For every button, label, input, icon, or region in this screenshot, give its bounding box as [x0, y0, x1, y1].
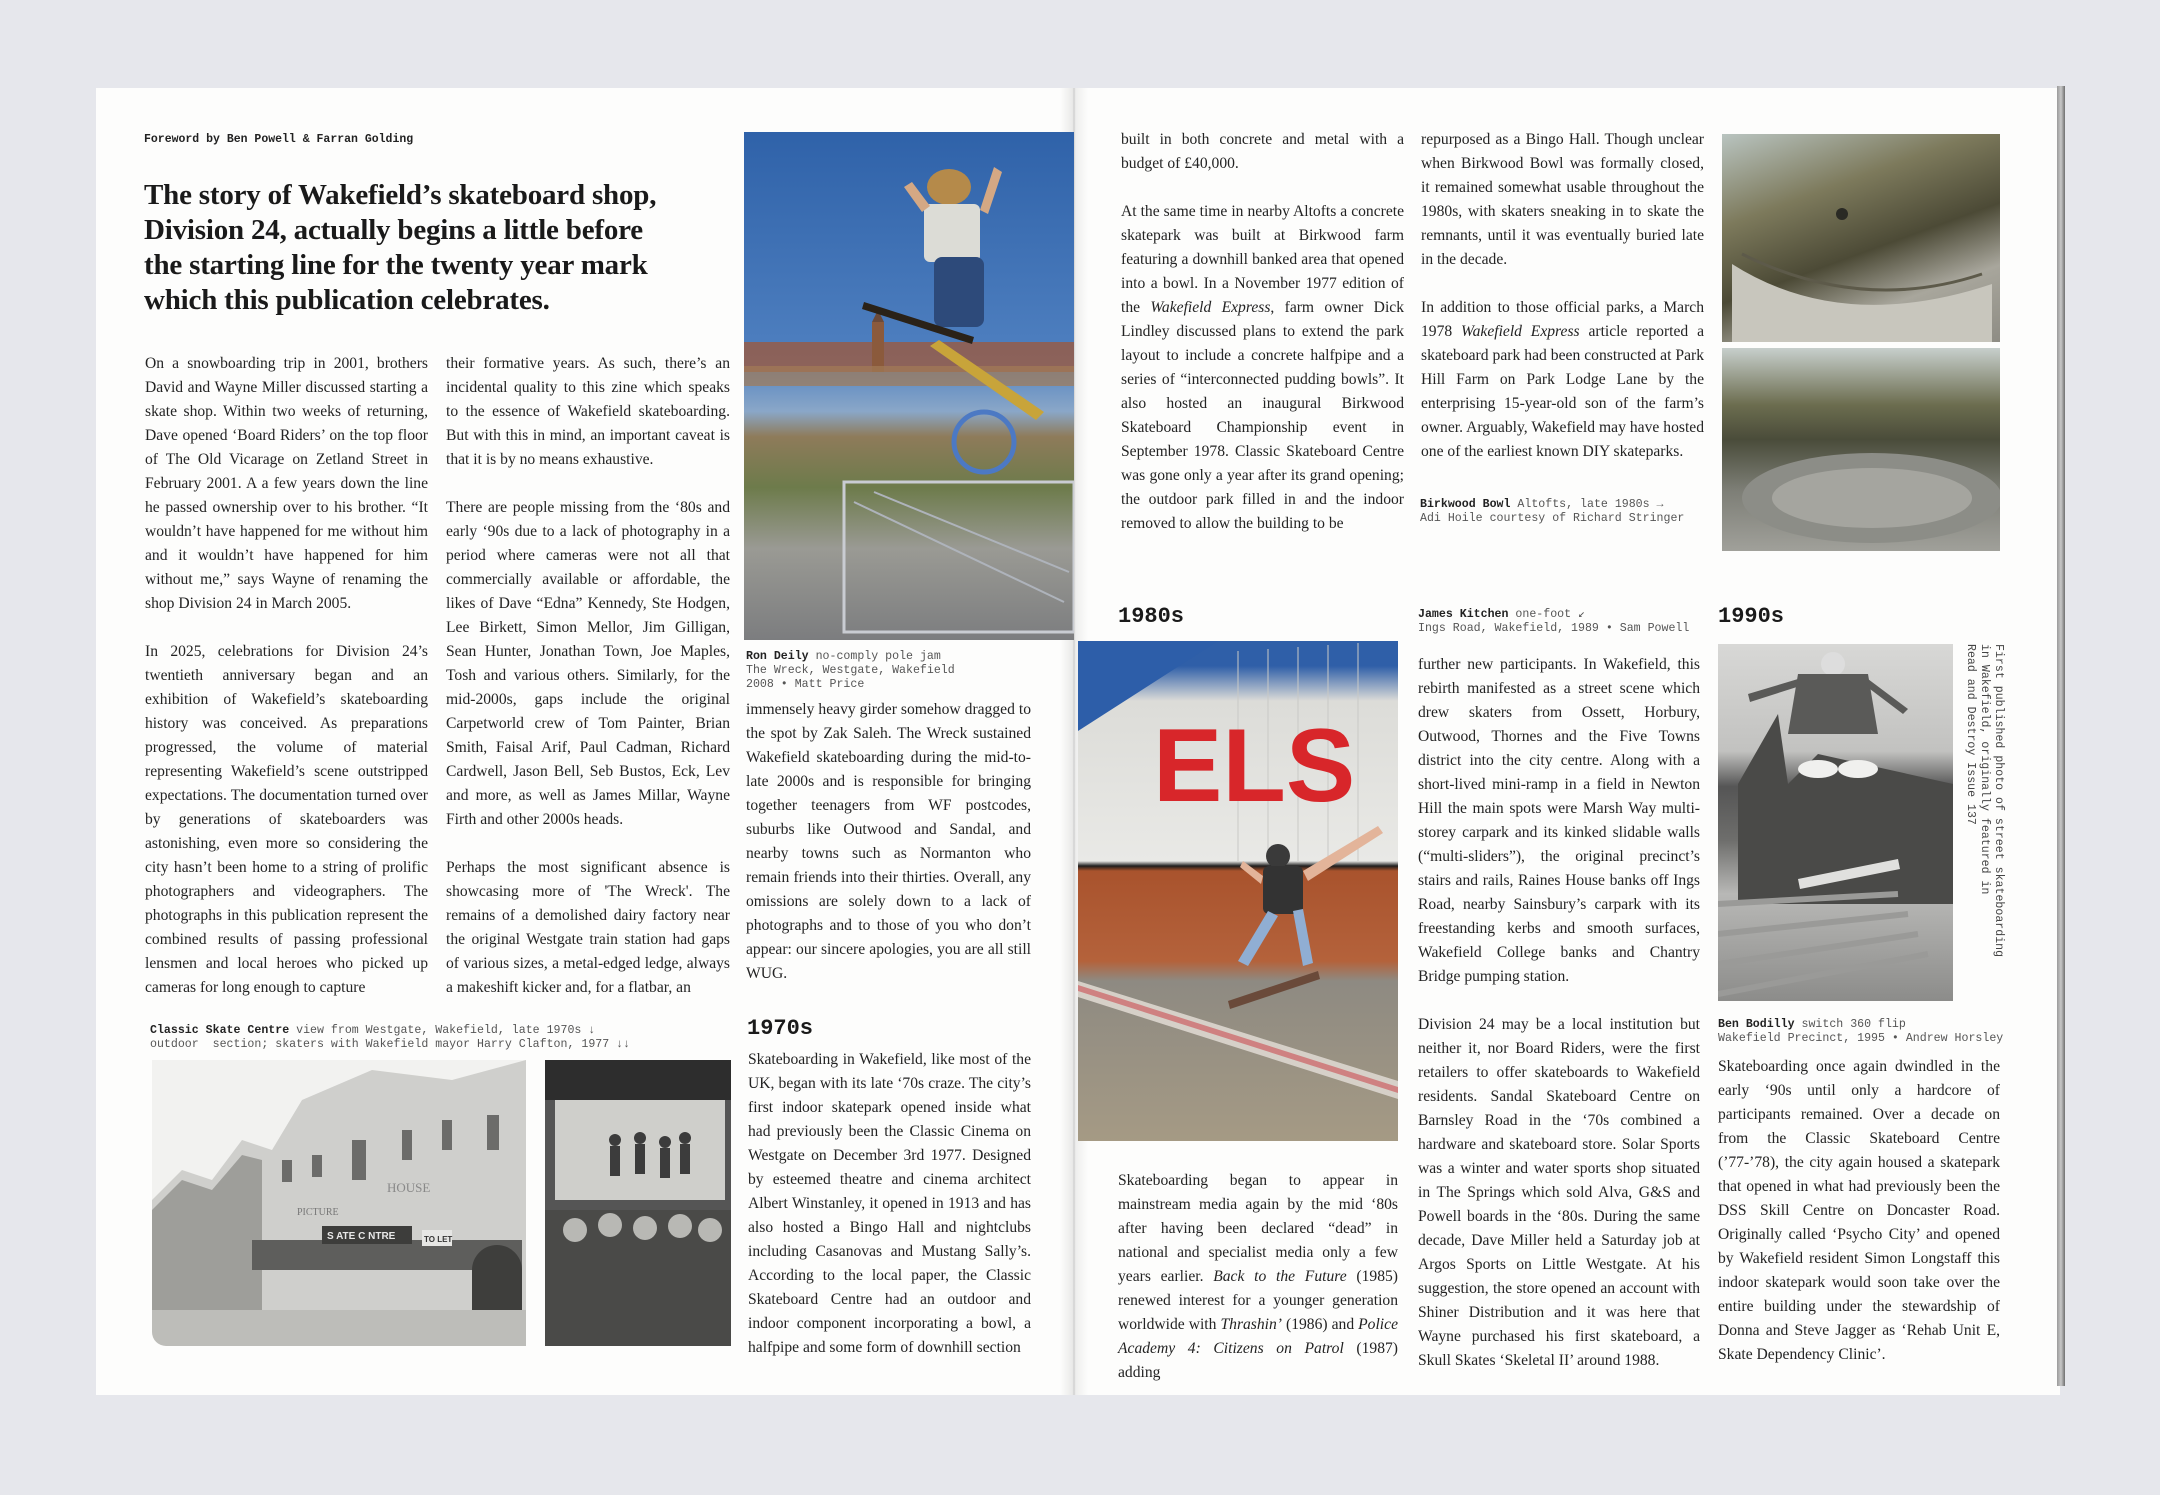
crowd-illustration — [545, 1060, 731, 1346]
caption-text: no-comply pole jam — [808, 650, 941, 663]
section-1980s-body-left — [1118, 1169, 1398, 1385]
paragraph: In addition to those official parks, a March 1978 Wakefield Express article reported a skateboard park had been constructed at Park Hill Farm on Park Lodge Lane by the enterprising 15-year-old son of the farm’s owner. Arguably, Wakefield may have hosted one of the earliest known DIY skateparks. — [1421, 299, 1704, 460]
byline: Foreword by Ben Powell & Farran Golding — [144, 133, 414, 146]
paragraph: Skateboarding once again dwindled in the early ‘90s until only a hardcore of participants remained. Over a decade on from the Classic Skateboard Centre (’77-’78), the city again housed a skatepark that opened in what had previously been the DSS Skill Centre on Doncaster Road. Originally called ‘Psycho City’ and opened by Wakefield resident Simon Longstaff this indoor skatepark would soon take over the entire building under the stewardship of Donna and Steve Jagger as ‘Rehab Unit E, Skate Dependency Clinic’. — [1718, 1058, 2000, 1363]
caption-wreck — [746, 650, 955, 692]
caption-name: Ron Deily — [746, 650, 809, 663]
heading-1990s: 1990s — [1718, 604, 1785, 629]
caption-name: Classic Skate Centre — [150, 1024, 290, 1037]
caption-text: switch 360 flip — [1794, 1018, 1906, 1031]
caption-name: Birkwood Bowl — [1420, 498, 1511, 511]
skater-illustration — [744, 132, 1074, 640]
section-1980s-body-right — [1418, 653, 1700, 1373]
photo-the-wreck — [744, 132, 1074, 640]
cinema-sign: S ATE C NTRE — [327, 1231, 396, 1242]
paragraph: On a snowboarding trip in 2001, brothers David and Wayne Miller discussed starting a skate shop. Within two weeks of returning, Dave opened ‘Board Riders’ on the top floor of The Old Vicarage on Zetland Street in February 2001. A a few years down the line he passed ownership over to his brother. “It wouldn’t have happened for me without him and it wouldn’t have happened for him without me,” says Wayne of renaming the shop Division 24 in March 2005. — [145, 355, 428, 612]
bowl-illustration — [1722, 134, 2000, 342]
caption-name: Ben Bodilly — [1718, 1018, 1795, 1031]
photo-skaters-with-mayor — [545, 1060, 731, 1346]
paragraph: Skateboarding began to appear in mainstream media again by the mid ‘80s after having been declared “dead” in national and specialist media only a few years earlier. Back to the Future (1985) renewed interest for a younger generation worldwide with Thrashin’ (1986) and Police Academy 4: Citizens on Patrol (1987) adding — [1118, 1172, 1398, 1381]
house-lettering: HOUSE — [387, 1180, 431, 1195]
paragraph: Skateboarding in Wakefield, like most of the UK, began with its late ‘70s craze. The city’s first indoor skatepark opened inside what had previously been the Classic Cinema on Westgate on December 3rd 1977. Designed by esteemed theatre and cinema architect Albert Winstanley, it opened in 1913 and has also hosted a Bingo Hall and nightclubs including Casanovas and Mustang Sally’s. According to the local paper, the Classic Skateboard Centre had an outdoor and indoor component incorporating a bowl, a halfpipe and some form of downhill section — [748, 1051, 1031, 1356]
column-2 — [446, 352, 730, 1000]
picture-lettering: PICTURE — [297, 1207, 339, 1218]
church-stairs-illustration — [1718, 644, 1953, 1001]
paragraph: There are people missing from the ‘80s and early ‘90s due to a lack of photography in a period where cameras were not all that commercially available or affordable, the likes of Dave “Edna” Kennedy, Ste Hodgen, Lee Birkett, Simon Mellor, Jim Gilligan, Sean Hunter, Jonathan Town, Joe Maples, Tosh and various others. Similarly, for the mid-2000s, gaps include the original Carpetworld crew of Tom Painter, Brian Smith, Faisal Arif, Paul Cadman, Richard Cardwell, Jason Bell, Seb Bustos, Eck, Lev and more, as well as James Millar, Wayne Firth and other 2000s heads. — [446, 499, 730, 828]
caption-text: Altofts, late 1980s → — [1510, 498, 1664, 511]
bowl-illustration — [1722, 348, 2000, 551]
caption-text: view from Westgate, Wakefield, late 1970s ↓ — [289, 1024, 596, 1037]
column-1 — [145, 352, 428, 1000]
caption-text: 2008 • Matt Price — [746, 678, 865, 691]
paragraph: Division 24 may be a local institution but neither it, nor Board Riders, were the first retailers to offer skateboards to Wakefield residents. Sandal Skateboard Centre on Barnsley Road in the ‘70s combined a hardware and skateboard store. Solar Sports was a winter and water sports shop situated in The Springs which sold Alva, G&S and Powell boards in the ‘80s. During the same decade, Dave Miller held a Saturday job at Argos Sports on Little Westgate. At his suggestion, the store opened an account with Shiner Distribution and it was here that Wayne purchased his first skateboard, a Skull Skates ‘Skeletal II’ around 1988. — [1418, 1016, 1700, 1369]
els-sign: ELS — [1153, 708, 1356, 824]
caption-name: James Kitchen — [1418, 608, 1509, 621]
page-edge — [2057, 86, 2065, 1386]
caption-james-kitchen — [1418, 608, 1689, 636]
section-1970s-body — [748, 1048, 1031, 1360]
paragraph: further new participants. In Wakefield, this rebirth manifested as a street scene which drew skaters from Ossett, Horbury, Outwood, Thornes and the Five Towns district into the city centre. Along with a short-lived mini-ramp in a field in Newton Hill the main spots were Marsh Way multi-storey carpark and its kinked slidable walls (“multi-sliders”), the original precinct’s stairs and rails, Raines House banks off Ings Road, nearby Sainsbury’s carpark with its freestanding kerbs and smooth surfaces, Wakefield College banks and Chantry Bridge pumping station. — [1418, 656, 1700, 985]
photo-birkwood-bowl-1 — [1722, 134, 2000, 342]
paragraph: repurposed as a Bingo Hall. Though unclear when Birkwood Bowl was formally closed, it remained somewhat usable throughout the 1980s, with skaters sneaking in to skate the remnants, until it was eventually buried late in the decade. — [1421, 131, 1704, 268]
column-3 — [746, 698, 1031, 986]
caption-text: Adi Hoile courtesy of Richard Stringer — [1420, 512, 1685, 525]
caption-text: Ings Road, Wakefield, 1989 • Sam Powell — [1418, 622, 1690, 635]
right-column-1 — [1121, 128, 1404, 536]
cinema-building-illustration — [152, 1060, 526, 1346]
vertical-photo-note: First published photo of street skateboarding in Wakefield, originally featured in Read and Destroy Issue 137 — [1964, 644, 2005, 958]
paragraph: In 2025, celebrations for Division 24’s twentieth anniversary began and an exhibition of Wakefield’s skateboarding history was conceived. As preparations progressed, the volume of material representing Wakefield’s scene outstripped expectations. The documentation turned over by generations of skateboarders was astonishing, even more so considering the city hasn’t been home to a string of prolific photographers and videographers. The photographs in this publication represent the combined results of passing professional lensmen and local heroes who picked up cameras for long enough to capture — [145, 643, 428, 996]
paragraph: At the same time in nearby Altofts a concrete skatepark was built at Birkwood farm featuring a downhill banked area that opened into a bowl. In a November 1977 edition of the Wakefield Express, farm owner Dick Lindley discussed plans to extend the park layout to include a concrete halfpipe and a series of “interconnected pudding bowls”. It also hosted an inaugural Birkwood Skateboard Championship event in September 1978. Classic Skateboard Centre was gone only a year after its grand opening; the outdoor park filled in and the indoor removed to allow the building to be — [1121, 203, 1404, 532]
heading-1980s: 1980s — [1118, 604, 1185, 629]
photo-james-kitchen — [1078, 641, 1398, 1141]
caption-text: The Wreck, Westgate, Wakefield — [746, 664, 955, 677]
photo-birkwood-bowl-2 — [1722, 348, 2000, 551]
caption-classic-skate-centre — [150, 1024, 630, 1052]
paragraph: immensely heavy girder somehow dragged to the spot by Zak Saleh. The Wreck sustained Wakefield skateboarding during the mid-to-late 2000s and is responsible for bringing together teenagers from WF postcodes, suburbs like Outwood and Sandal, and nearby towns such as Normanton who remain friends into their thirties. Overall, any omissions are solely down to a lack of photographs and to those of you who don’t appear: our sincere apologies, you are all still WUG. — [746, 701, 1031, 982]
photo-classic-cinema — [152, 1060, 526, 1346]
caption-text: Wakefield Precinct, 1995 • Andrew Horsley — [1718, 1032, 2004, 1045]
paragraph: built in both concrete and metal with a budget of £40,000. — [1121, 131, 1404, 172]
section-1990s-body — [1718, 1055, 2000, 1367]
headline: The story of Wakefield’s skateboard shop, Division 24, actually begins a little before the starting line for the twenty year mark which this publication celebrates. — [144, 179, 657, 316]
caption-text: one-foot ↙ — [1508, 608, 1586, 621]
paragraph: their formative years. As such, there’s an incidental quality to this zine which speaks to the essence of Wakefield skateboarding. But with this in mind, an important caveat is that it is by no means exhaustive. — [446, 355, 730, 468]
caption-ben-bodilly — [1718, 1018, 2003, 1046]
right-column-2 — [1421, 128, 1704, 464]
caption-text: outdoor section; skaters with Wakefield mayor Harry Clafton, 1977 ↓↓ — [150, 1038, 631, 1051]
els-wall-illustration — [1078, 641, 1398, 1141]
photo-ben-bodilly — [1718, 644, 1953, 1001]
to-let-sign: TO LET — [424, 1235, 453, 1244]
caption-birkwood-bowl — [1420, 498, 1684, 526]
heading-1970s: 1970s — [747, 1016, 814, 1041]
paragraph: Perhaps the most significant absence is showcasing more of 'The Wreck'. The remains of a demolished dairy factory near the original Westgate train station had gaps of various sizes, a metal-edged ledge, always a makeshift kicker and, for a flatbar, an — [446, 859, 730, 996]
